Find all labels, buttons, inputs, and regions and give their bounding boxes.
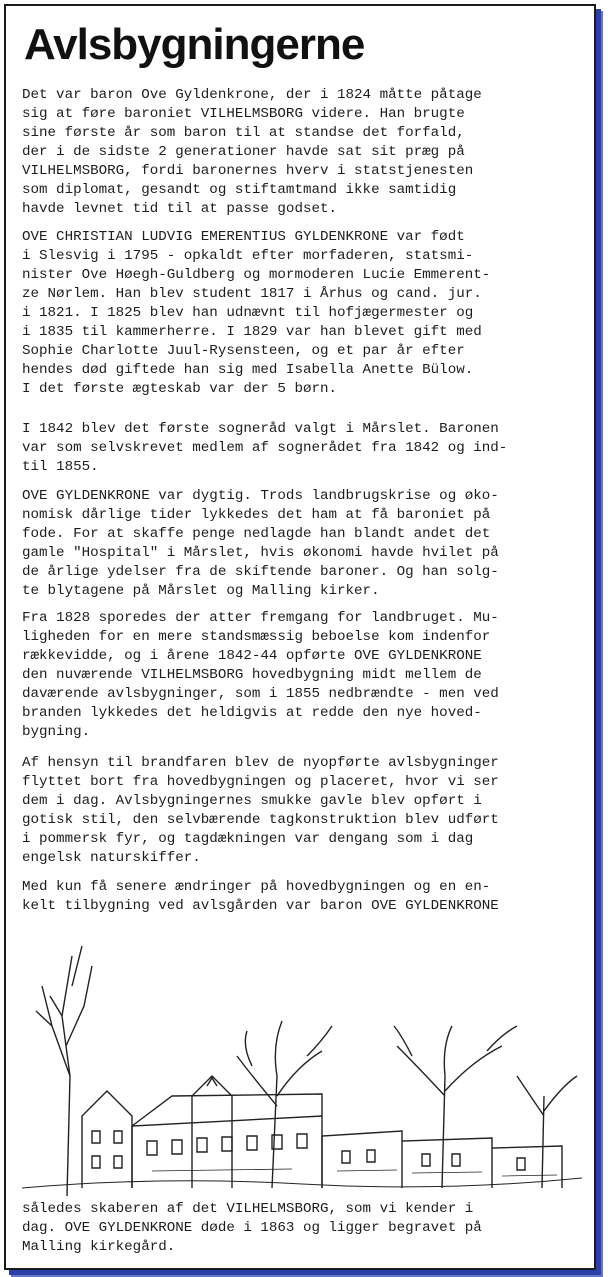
page-title: Avlsbygningerne bbox=[24, 20, 365, 69]
paragraph-7: Med kun få senere ændringer på hovedbygningen og en en- kelt tilbygning ved avlsgården var baron OVE GYLDENKRONE bbox=[22, 879, 499, 914]
paragraph-6: Af hensyn til brandfaren blev de nyopførte avlsbygninger flyttet bort fra hovedbygningen og placeret, hvor vi ser dem i dag. Avlsbygningernes smukke gavle blev opført i gotisk stil, den selvbærende tagkonstruktion blev udført i pommersk fyr, og tagdækningen var dengang som i dag engelsk naturskiffer. bbox=[22, 755, 499, 866]
paragraph-1: Det var baron Ove Gyldenkrone, der i 1824 måtte påtage sig at føre baroniet VILHELMSBORG videre. Han brugte sine første år som baron til at standse det forfald, der i de sidste 2 generationer havde sat sit præg på VILHELMSBORG, fordi baronernes hverv i statstjenesten som diplomat, gesandt og stiftamtmand ikke samtidig havde levnet tid til at passe godset. bbox=[22, 87, 482, 217]
paragraph-5: Fra 1828 sporedes der atter fremgang for landbruget. Mu- ligheden for en mere standsmæssig beboelse kom indenfor rækkevidde, og i årene 1842-44 opførte OVE GYLDENKRONE den nuværende VILHELMSBORG hovedbygning midt mellem de daværende avlsbygninger, som i 1855 nedbrændte - men ved branden lykkedes det heldigvis at redde den nye hoved- bygning. bbox=[22, 610, 499, 740]
manor-illustration bbox=[22, 926, 582, 1198]
paragraph-4: OVE GYLDENKRONE var dygtig. Trods landbrugskrise og øko- nomisk dårlige tider lykkedes det ham at få baroniet på fode. For at skaffe penge nedlagde han blandt andet det gamle "Hospital" i Mårslet, hvis økonomi havde hvilet på de årlige ydelser fra de skiftende baroner. Og han solg- te blytagene på Mårslet og Malling kirker. bbox=[22, 488, 499, 599]
paragraph-2: OVE CHRISTIAN LUDVIG EMERENTIUS GYLDENKRONE var født i Slesvig i 1795 - opkaldt efter morfaderen, statsmi- nister Ove Høegh-Guldberg og mormoderen Lucie Emmerent- ze Nørlem. Han blev student 1817 i Århus og cand. jur. i 1821. I 1825 blev han udnævnt til hofjægermester og i 1835 til kammerherre. I 1829 var han blevet gift med Sophie Charlotte Juul-Rysensteen, og et par år efter hendes død giftede han sig med Isabella Anette Bülow. I det første ægteskab var der 5 børn. bbox=[22, 229, 491, 397]
closing-paragraph: således skaberen af det VILHELMSBORG, som vi kender i dag. OVE GYLDENKRONE døde i 1863 og ligger begravet på Malling kirkegård. bbox=[22, 1201, 482, 1255]
paragraph-3: I 1842 blev det første sogneråd valgt i Mårslet. Baronen var som selvskrevet medlem af sognerådet fra 1842 og ind- til 1855. bbox=[22, 421, 508, 475]
document-page bbox=[4, 4, 596, 1270]
